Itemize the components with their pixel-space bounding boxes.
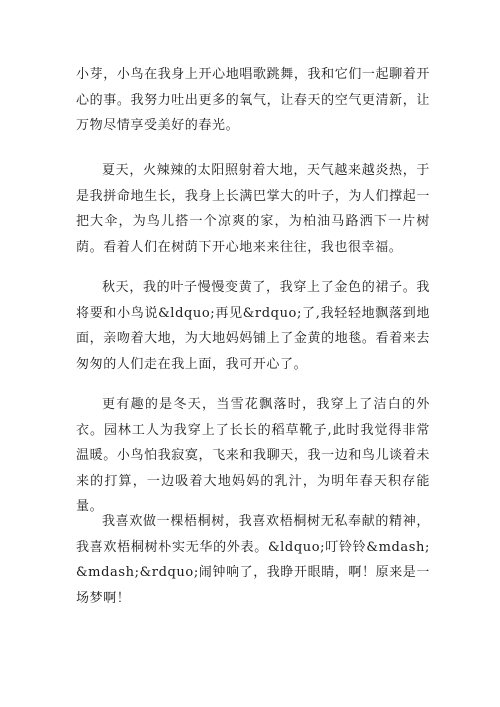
paragraph-summer: 夏天，火辣辣的太阳照射着大地，天气越来越炎热，于是我拼命地生长，我身上长满巴掌大的叶子，为人们撑起一把大伞，为鸟儿搭一个凉爽的家，为柏油马路洒下一片树荫。看着人们在树荫下开心地来来往往，我也很幸福。 [76,163,430,255]
paragraph-spring-end: 小芽，小鸟在我身上开心地唱歌跳舞，我和它们一起聊着开心的事。我努力吐出更多的氧气，让春天的空气更清新，让万物尽情享受美好的春光。 [76,67,430,133]
paragraph-winter: 更有趣的是冬天，当雪花飘落时，我穿上了洁白的外衣。园林工人为我穿上了长长的稻草靴子,此时我觉得非常温暖。小鸟怕我寂寞，飞来和我聊天，我一边和鸟儿谈着未来的打算，一边吸着大地妈妈的乳汁，为明年春天积存能量。 [76,397,430,514]
paragraph-conclusion: 我喜欢做一棵梧桐树，我喜欢梧桐树无私奉献的精神，我喜欢梧桐树朴实无华的外表。&ldquo;叮铃铃&mdash;&mdash;&rdquo;闹钟响了，我睁开眼睛，啊！原来是一场梦啊！ [76,514,431,606]
paragraph-autumn: 秋天，我的叶子慢慢变黄了，我穿上了金色的裙子。我将要和小鸟说&ldquo;再见&rdquo;了,我轻轻地飘落到地面，亲吻着大地，为大地妈妈铺上了金黄的地毯。看着来去匆匆的人们走在我上面，我可开心了。 [76,280,430,372]
